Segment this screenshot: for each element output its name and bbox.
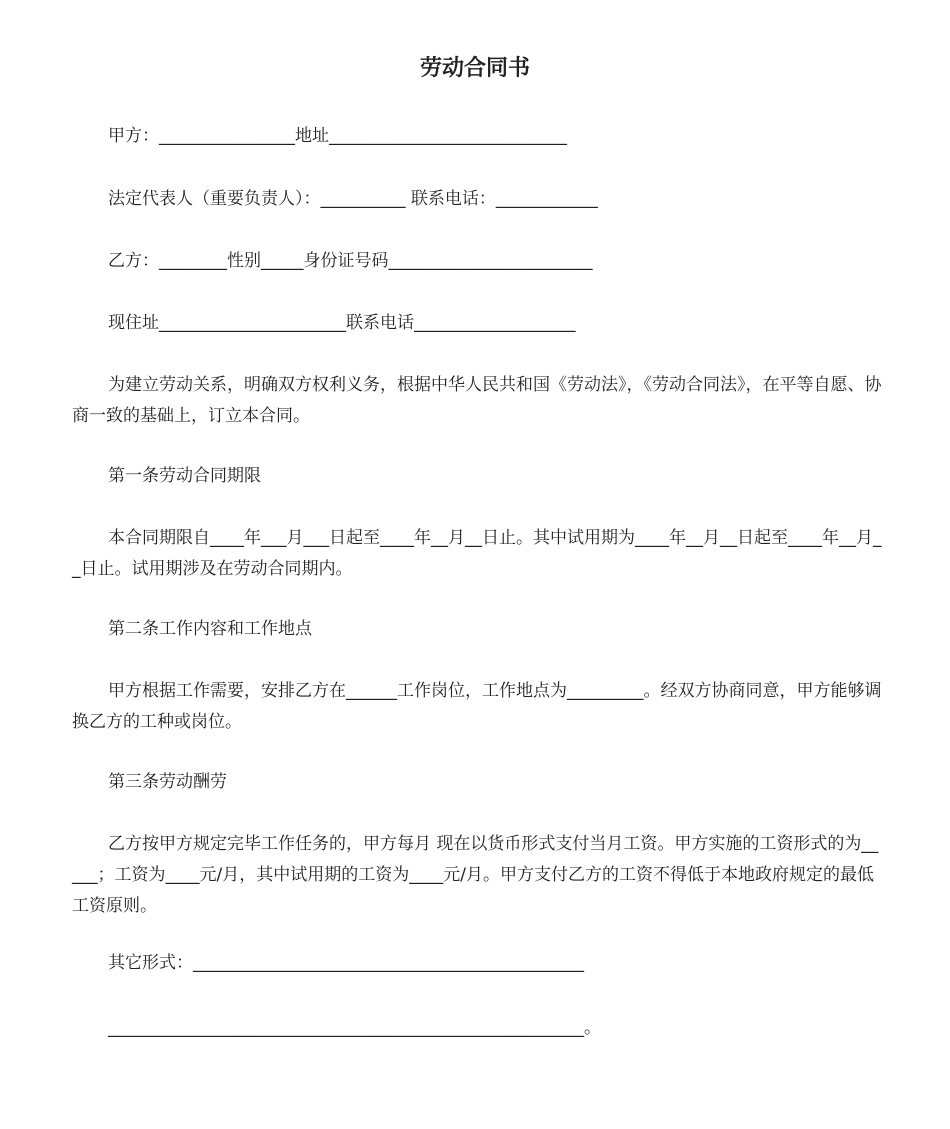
article-1-heading: 第一条劳动合同期限 bbox=[108, 466, 261, 486]
article-2-body: 甲方根据工作需要，安排乙方在______工作岗位，工作地点为_________。经双方协商同意，甲方能够调换乙方的工种或岗位。 bbox=[72, 681, 882, 732]
party-a-field: 甲方：________________地址____________________________ bbox=[108, 126, 567, 146]
article-2-heading: 第二条工作内容和工作地点 bbox=[108, 619, 312, 639]
other-form-field: 其它形式：______________________________________________ bbox=[108, 953, 584, 973]
article-3-heading: 第三条劳动酬劳 bbox=[108, 772, 227, 792]
blank-line-field: ________________________________________________________。 bbox=[108, 1018, 601, 1038]
document-title: 劳动合同书 bbox=[419, 56, 530, 81]
article-3-body: 乙方按甲方规定完毕工作任务的，甲方每月 现在以货币形式支付当月工资。甲方实施的工资形式的为_____；工资为____元/月，其中试用期的工资为____元/月。甲方支付乙方的工资不得低于本地政府规定的最低工资原则。 bbox=[72, 834, 879, 916]
current-address-field: 现住址______________________联系电话___________________ bbox=[108, 313, 576, 333]
party-b-field: 乙方：________性别_____身份证号码________________________ bbox=[108, 251, 593, 271]
legal-representative-field: 法定代表人（重要负责人）：__________ 联系电话：____________ bbox=[108, 189, 598, 209]
intro-paragraph: 为建立劳动关系，明确双方权利义务，根据中华人民共和国《劳动法》，《劳动合同法》，在平等自愿、协商一致的基础上，订立本合同。 bbox=[72, 375, 882, 426]
article-1-body: 本合同期限自____年___月___日起至____年__月__日止。其中试用期为____年__月__日起至____年__月__日止。试用期涉及在劳动合同期内。 bbox=[72, 528, 882, 579]
